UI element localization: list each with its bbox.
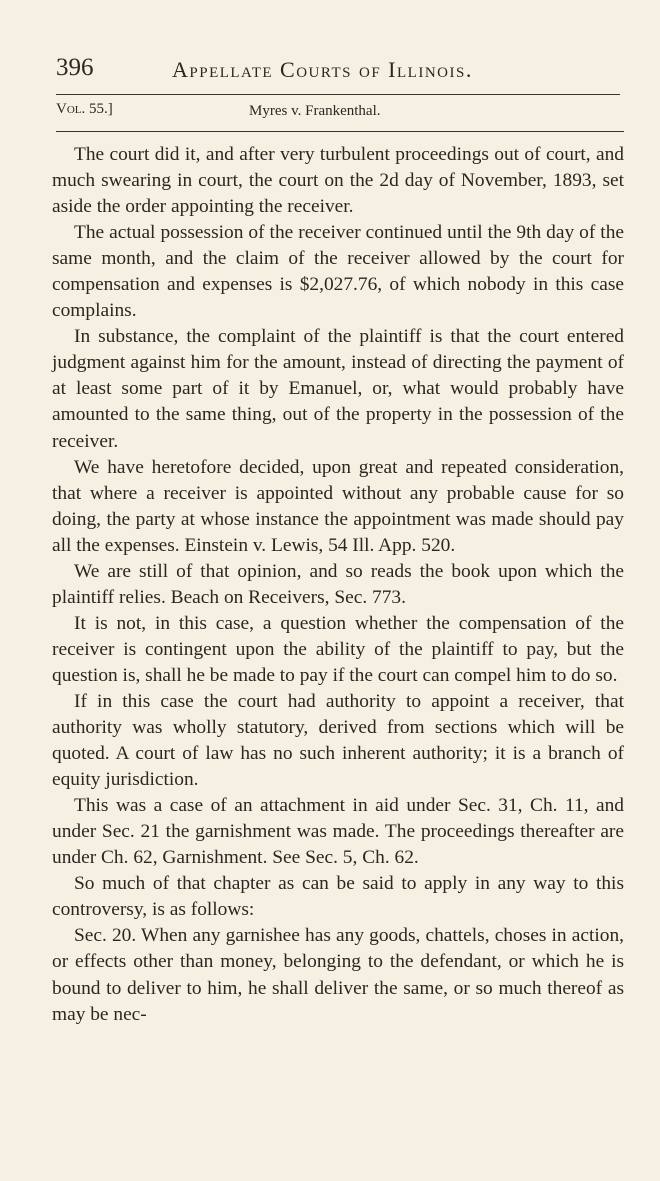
case-title: Myres v. Frankenthal. <box>249 103 381 119</box>
paragraph: We are still of that opinion, and so reads the book upon which the plaintiff relies. Beach on Receivers, Sec. 773. <box>52 560 624 608</box>
paragraph: The actual possession of the receiver continued until the 9th day of the same month, and the claim of the receiver allowed by the court for compensation and expenses is $2,027.76, of which nobody in this case complains. <box>52 222 624 322</box>
paragraph: The court did it, and after very turbulent proceedings out of court, and much swearing in court, the court on the 2d day of November, 1893, set aside the order appointing the receiver. <box>52 144 624 218</box>
running-head <box>56 54 616 90</box>
paragraph: In substance, the complaint of the plaintiff is that the court entered judgment against him for the amount, instead of directing the payment of at least some part of it by Emanuel, or, what would probably have amounted to the same thing, out of the property in the possession of the receiver. <box>52 326 624 452</box>
paragraph: We have heretofore decided, upon great and repeated consideration, that where a receiver is appointed without any probable cause for so doing, the party at whose instance the appointment was made should pay all the expenses. Einstein v. Lewis, 54 Ill. App. 520. <box>52 456 624 556</box>
paragraph: It is not, in this case, a question whether the compensation of the receiver is contingent upon the ability of the plaintiff to pay, but the question is, shall he be made to pay if the court can compel him to do so. <box>52 612 624 686</box>
paragraph: So much of that chapter as can be said to apply in any way to this controversy, is as follows: <box>52 873 624 921</box>
paragraph: Sec. 20. When any garnishee has any goods, chattels, choses in action, or effects other than money, belonging to the defendant, or which he is bound to deliver to him, he shall deliver the same, or so much thereof as may be nec- <box>52 925 624 1025</box>
paragraph: This was a case of an attachment in aid under Sec. 31, Ch. 11, and under Sec. 21 the garnishment was made. The proceedings thereafter are under Ch. 62, Garnishment. See Sec. 5, Ch. 62. <box>52 795 624 869</box>
opinion-text <box>52 142 624 1028</box>
paragraph: If in this case the court had authority to appoint a receiver, that authority was wholly statutory, derived from sections which will be quoted. A court of law has no such inherent authority; it is a branch of equity jurisdiction. <box>52 690 624 791</box>
header-rule-bottom <box>56 131 624 132</box>
case-subheader <box>56 101 616 125</box>
running-title: Appellate Courts of Illinois. <box>172 57 473 82</box>
volume-label: Vol. 55.] <box>56 101 113 117</box>
page-number: 396 <box>56 54 94 81</box>
header-rule-top <box>56 94 620 95</box>
